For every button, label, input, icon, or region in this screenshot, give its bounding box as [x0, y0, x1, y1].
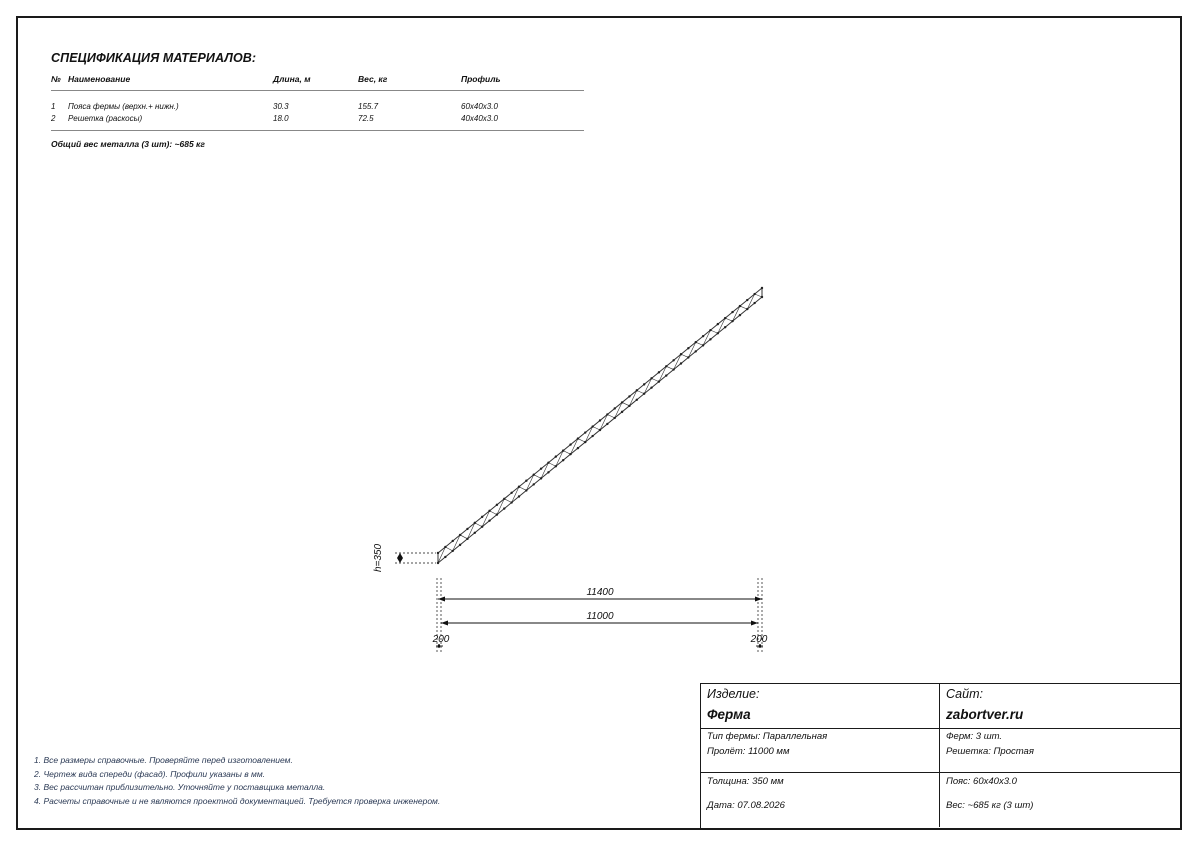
node-point	[555, 455, 557, 457]
lattice-diagonal	[629, 390, 636, 405]
node-point	[437, 552, 439, 554]
lattice-diagonal	[548, 463, 555, 467]
node-point	[466, 528, 468, 530]
lattice-diagonal	[718, 318, 725, 333]
node-point	[731, 320, 733, 322]
col-header-weight: Вес, кг	[358, 74, 388, 84]
cell-profile: 40x40x3.0	[461, 114, 498, 123]
node-point	[459, 534, 461, 536]
cell-weight: 72.5	[358, 114, 374, 123]
node-point	[488, 510, 490, 512]
lattice-diagonal	[519, 487, 526, 491]
lattice-diagonal	[703, 330, 710, 345]
node-point	[650, 386, 652, 388]
lattice-diagonal	[526, 475, 533, 491]
lattice-diagonal	[733, 306, 740, 321]
node-point	[643, 393, 645, 395]
node-point	[547, 471, 549, 473]
arrowhead	[441, 621, 448, 626]
node-point	[481, 526, 483, 528]
site-label: Сайт:	[946, 687, 983, 701]
lattice-diagonal	[475, 523, 482, 527]
node-point	[503, 498, 505, 500]
node-point	[496, 513, 498, 515]
node-point	[628, 405, 630, 407]
arrowhead	[755, 597, 762, 602]
node-point	[621, 411, 623, 413]
node-point	[636, 389, 638, 391]
cell-length: 18.0	[273, 114, 289, 123]
date-value: Дата: 07.08.2026	[707, 800, 785, 811]
title-block-divider	[939, 684, 940, 827]
arrowhead	[751, 621, 758, 626]
node-point	[739, 314, 741, 316]
lattice-diagonal	[490, 511, 497, 515]
node-point	[518, 495, 520, 497]
lattice-diagonal	[593, 427, 600, 430]
node-point	[658, 371, 660, 373]
node-point	[474, 532, 476, 534]
title-block-divider	[701, 728, 1180, 729]
lattice-diagonal	[563, 451, 570, 455]
node-point	[525, 489, 527, 491]
node-point	[599, 419, 601, 421]
node-point	[709, 329, 711, 331]
node-point	[510, 492, 512, 494]
dim-span-label: 11000	[586, 611, 614, 622]
node-point	[672, 368, 674, 370]
lattice-diagonal	[607, 414, 614, 417]
node-point	[591, 425, 593, 427]
lattice-diagonal	[578, 439, 585, 443]
title-block	[700, 683, 1181, 829]
node-point	[680, 353, 682, 355]
lattice-diagonal	[644, 378, 651, 393]
node-point	[533, 483, 535, 485]
node-point	[555, 465, 557, 467]
lattice-diagonal	[556, 451, 563, 467]
node-point	[444, 546, 446, 548]
lattice-diagonal	[681, 354, 688, 357]
node-point	[761, 287, 763, 289]
col-header-profile: Профиль	[461, 74, 501, 84]
node-point	[621, 401, 623, 403]
node-point	[452, 550, 454, 552]
truss-count: Ферм: 3 шт.	[946, 731, 1003, 742]
node-point	[547, 461, 549, 463]
node-point	[746, 308, 748, 310]
arrowhead	[438, 597, 445, 602]
node-point	[695, 341, 697, 343]
lattice-diagonal	[696, 342, 703, 345]
node-point	[540, 467, 542, 469]
span-value: Пролёт: 11000 мм	[707, 746, 790, 757]
node-point	[687, 356, 689, 358]
node-point	[665, 365, 667, 367]
lattice-diagonal	[445, 547, 452, 551]
node-point	[680, 362, 682, 364]
col-header-name: Наименование	[68, 74, 131, 84]
lattice-diagonal	[571, 439, 578, 455]
node-point	[599, 429, 601, 431]
node-point	[606, 413, 608, 415]
node-point	[628, 395, 630, 397]
dim-overall-label: 11400	[586, 587, 614, 598]
node-point	[614, 407, 616, 409]
node-point	[761, 296, 763, 298]
dim-left-offset-label: 200	[432, 634, 450, 645]
lattice-diagonal	[585, 427, 592, 443]
node-point	[584, 441, 586, 443]
lattice-type: Решетка: Простая	[946, 746, 1034, 757]
product-value: Ферма	[707, 707, 751, 722]
node-point	[746, 299, 748, 301]
title-block-divider	[701, 772, 1180, 773]
node-point	[606, 423, 608, 425]
cell-no: 1	[51, 102, 56, 111]
node-point	[437, 562, 439, 564]
node-point	[466, 538, 468, 540]
node-point	[562, 459, 564, 461]
truss-type: Тип фермы: Параллельная	[707, 731, 828, 742]
node-point	[577, 447, 579, 449]
lattice-diagonal	[659, 366, 666, 381]
lattice-diagonal	[600, 414, 607, 430]
thickness-value: Толщина: 350 мм	[707, 776, 784, 787]
cell-no: 2	[51, 114, 56, 123]
node-point	[717, 332, 719, 334]
node-point	[503, 507, 505, 509]
node-point	[569, 443, 571, 445]
node-point	[753, 293, 755, 295]
col-header-no: №	[51, 74, 61, 84]
node-point	[658, 380, 660, 382]
node-point	[569, 453, 571, 455]
node-point	[724, 326, 726, 328]
node-point	[731, 311, 733, 313]
dimension-lines	[395, 553, 763, 652]
note-item: 3. Вес рассчитан приблизительно. Уточняйте у поставщика металла.	[34, 782, 326, 792]
product-label: Изделие:	[707, 687, 760, 701]
node-point	[577, 437, 579, 439]
lattice-diagonal	[666, 366, 673, 369]
node-point	[452, 540, 454, 542]
chord-profile: Пояс: 60x40x3.0	[946, 776, 1017, 787]
node-point	[643, 383, 645, 385]
notes	[34, 754, 440, 808]
lattice-diagonal	[534, 475, 541, 479]
truss-elevation	[437, 287, 763, 564]
node-point	[481, 516, 483, 518]
spec-total: Общий вес металла (3 шт): ~685 кг	[51, 139, 205, 149]
node-point	[687, 347, 689, 349]
lattice-diagonal	[541, 463, 548, 479]
height-label: h=350	[373, 543, 384, 573]
lattice-diagonal	[747, 294, 754, 309]
node-point	[496, 504, 498, 506]
col-header-length: Длина, м	[273, 74, 311, 84]
cell-length: 30.3	[273, 102, 289, 111]
node-point	[518, 486, 520, 488]
note-item: 1. Все размеры справочные. Проверяйте перед изготовлением.	[34, 755, 293, 765]
cell-name: Пояса фермы (верхн.+ нижн.)	[68, 102, 179, 111]
lattice-diagonal	[652, 378, 659, 381]
node-point	[695, 350, 697, 352]
node-point	[533, 474, 535, 476]
lattice-diagonal	[504, 499, 511, 503]
node-point	[672, 359, 674, 361]
node-point	[459, 544, 461, 546]
node-point	[717, 323, 719, 325]
node-point	[650, 377, 652, 379]
lattice-diagonal	[674, 354, 681, 369]
dim-right-offset-label: 200	[750, 634, 768, 645]
node-point	[474, 522, 476, 524]
node-point	[702, 344, 704, 346]
node-point	[488, 519, 490, 521]
node-point	[591, 435, 593, 437]
cell-profile: 60x40x3.0	[461, 102, 498, 111]
node-point	[614, 417, 616, 419]
node-point	[444, 556, 446, 558]
node-point	[525, 480, 527, 482]
spec-title: СПЕЦИФИКАЦИЯ МАТЕРИАЛОВ:	[51, 51, 257, 65]
cell-name: Решетка (раскосы)	[68, 114, 143, 123]
node-point	[584, 431, 586, 433]
lattice-diagonal	[622, 402, 629, 405]
cell-weight: 155.7	[358, 102, 379, 111]
lattice-diagonal	[637, 390, 644, 393]
node-point	[562, 449, 564, 451]
site-value: zabortver.ru	[946, 707, 1024, 722]
height-marker	[397, 553, 403, 563]
lattice-diagonal	[460, 535, 467, 539]
node-point	[753, 302, 755, 304]
node-point	[540, 477, 542, 479]
lattice-diagonal	[688, 342, 695, 357]
node-point	[724, 317, 726, 319]
node-point	[702, 335, 704, 337]
lattice-diagonal	[615, 402, 622, 417]
node-point	[665, 374, 667, 376]
weight-value: Вес: ~685 кг (3 шт)	[946, 800, 1034, 811]
note-item: 2. Чертеж вида спереди (фасад). Профили указаны в мм.	[34, 768, 266, 779]
note-item: 4. Расчеты справочные и не являются проектной документацией. Требуется проверка инженером.	[34, 795, 441, 806]
node-point	[510, 501, 512, 503]
node-point	[636, 399, 638, 401]
node-point	[709, 338, 711, 340]
node-point	[739, 305, 741, 307]
